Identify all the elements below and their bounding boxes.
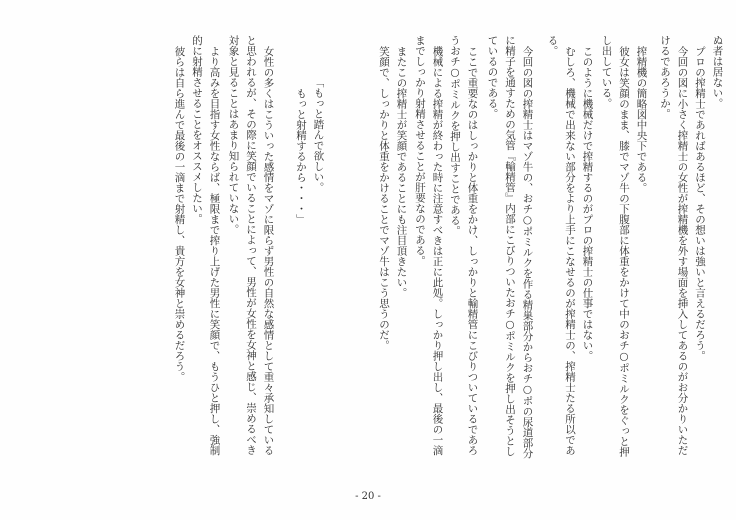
text-line: プロの搾精士であればあるほど、その想いは強いと言えるだろう。 [694, 45, 706, 361]
text-line: までしっかり射精させることが肝要なのである。 [414, 35, 426, 266]
text-line: ここで重要なのはしっかりと体重をかけ、しっかりと輸精管にこびりついているであろ [466, 45, 479, 455]
text-line: 的に射精させることをオススメしたい。 [191, 35, 203, 224]
text-line: 今回の図の搾精士はマゾ牛の、おチ○ポミルクを作る精巣部分からおチ○ポの尿道部分 [521, 45, 534, 458]
text-line: 機械による搾精が終わった時に注意すべきは正に此処。しっかり押し出し、最後の一滴 [431, 45, 444, 455]
text-line: けるであろうか。 [659, 35, 671, 119]
text-line: またこの搾精士が笑顔であることにも注目頂きたい。 [395, 45, 408, 298]
text-line: ているのである。 [486, 35, 499, 119]
text-line: むしろ、機械で出来ない部分をより上手にこなせるのが搾精士の、搾精士たる所以であ [564, 45, 576, 455]
text-line: 彼女は笑顔のまま、膝でマゾ牛の下腹部に体重をかけて中のおチ○ポミルクをぐっと押 [618, 45, 630, 457]
text-line: このように機械だけで搾精するのがプロの搾精士の仕事ではない。 [581, 45, 594, 361]
text-line: 今回の図に小さく搾精士の女性が搾精機を外す場面を挿入してあるのがお分かりいただ [676, 45, 689, 455]
page-number: - 20 - [355, 491, 381, 502]
text-line: 搾精機の簡略図中央下である。 [635, 45, 648, 193]
text-line: 笑顔で、しっかりと体重をかけることでマゾ牛はこう思うのだ。 [378, 45, 390, 350]
text-line: し出している。 [600, 35, 613, 109]
text-line: より高みを目指す女性ならば、極限まで搾り上げた男性に笑顔で、もうひと押し、強制 [208, 45, 221, 455]
text-line: 彼らは自ら進んで最後の一滴まで射精し、貴方を女神と崇めるだろう。 [173, 45, 186, 382]
text-line: 女性の多くはこういった感情をマゾに限らず男性の自然な感情として重々承知している [262, 45, 275, 455]
text-line: うおチ○ポミルクを押し出すことである。 [449, 35, 461, 236]
text-line: に精子を通すための気管『輸精管』内部にこびりついたおチ○ポミルクを押し出そうとし [504, 35, 516, 457]
text-line: 対象と見ることはあまり知られていない。 [227, 35, 240, 235]
quote-line: 「もっと踏んで欲しい。 [312, 77, 325, 193]
text-line: る。 [546, 35, 559, 56]
text-line: と思われるが、その際に笑顔でいることによって、男性が女性を女神と感じ、崇めるべき [245, 35, 257, 455]
quote-line: もっと射精するから・・・」 [295, 87, 307, 224]
text-line: ぬ者は居ない。 [711, 35, 724, 109]
